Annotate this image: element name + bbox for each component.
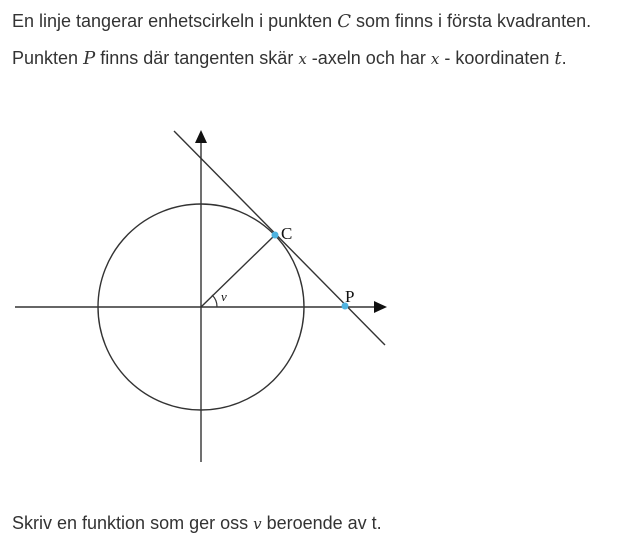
radius-to-c [201, 235, 275, 307]
intro-var-x1: x [298, 50, 307, 68]
point-c [272, 232, 279, 239]
label-c: C [281, 224, 293, 243]
problem-intro [12, 3, 612, 78]
intro-text-6: . [561, 48, 567, 68]
label-angle-v: v [221, 289, 227, 304]
intro-var-t: t [554, 48, 562, 69]
intro-var-x2: x [430, 50, 440, 68]
intro-text-3: finns där tangenten skär [95, 48, 299, 68]
label-p: P [345, 287, 355, 306]
intro-text-1: En linje tangerar enhetscirkeln i punkten [12, 11, 338, 31]
tangent-line [174, 131, 385, 345]
problem-question [12, 508, 382, 539]
x-axis-arrowhead [374, 301, 387, 313]
intro-text-4: -axeln och har [306, 48, 431, 68]
question-text-2: beroende av t. [261, 513, 382, 533]
y-axis-arrowhead [195, 130, 207, 143]
intro-text-2: som finns i första kvadranten. Punkten [12, 11, 592, 68]
intro-var-c: C [337, 11, 351, 32]
unit-circle-figure [0, 120, 621, 470]
question-var-v: v [253, 515, 262, 533]
question-text-1: Skriv en funktion som ger oss [12, 513, 254, 533]
y-axis [195, 130, 207, 462]
angle-v-arc [212, 295, 217, 307]
intro-var-p: P [83, 48, 96, 69]
intro-text-5: - koordinaten [439, 48, 555, 68]
